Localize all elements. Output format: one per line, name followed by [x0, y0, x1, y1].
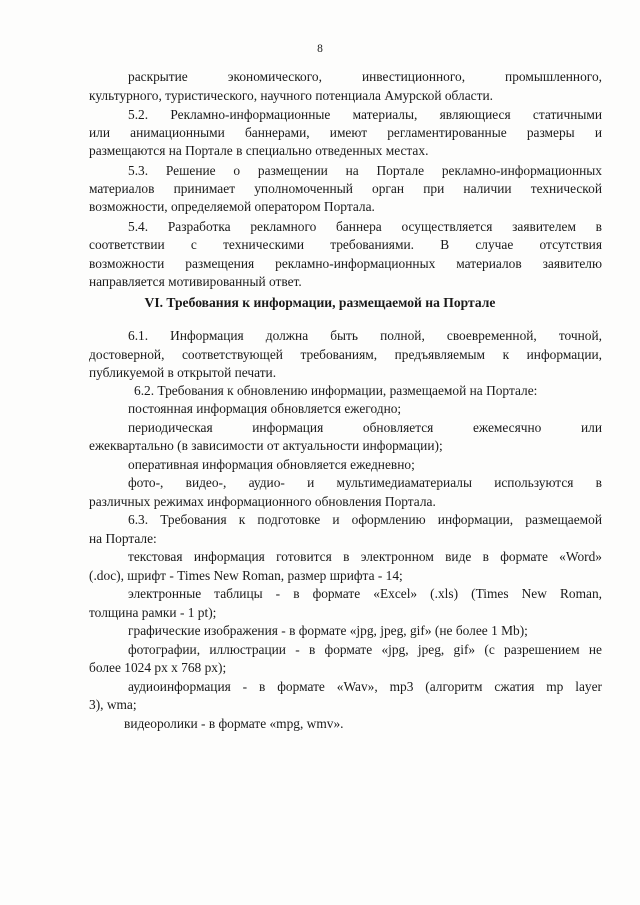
- text-line: направляется мотивированный ответ.: [89, 274, 302, 289]
- text-line: ежеквартально (в зависимости от актуальности информации);: [89, 438, 443, 453]
- text-line: различных режимах информационного обновления Портала.: [89, 494, 436, 509]
- text-line: 5.2. Рекламно-информационные материалы, являющиеся статичными: [128, 107, 602, 122]
- text-line: 5.4. Разработка рекламного баннера осуществляется заявителем в: [128, 219, 602, 234]
- text-line: электронные таблицы - в формате «Excel» (.xls) (Times New Roman,: [128, 586, 602, 601]
- text-line: видеоролики - в формате «mpg, wmv».: [124, 716, 344, 731]
- text-line: раскрытие экономического, инвестиционного, промышленного,: [128, 69, 602, 84]
- page-number: 8: [317, 43, 323, 55]
- text-line: постоянная информация обновляется ежегодно;: [128, 401, 402, 416]
- text-line: аудиоинформация - в формате «Wav», mp3 (алгоритм сжатия mp layer: [128, 679, 602, 694]
- text-line: публикуемой в открытой печати.: [89, 365, 277, 380]
- text-line: 6.2. Требования к обновлению информации, размещаемой на Портале:: [134, 383, 538, 398]
- text-line: или анимационными баннерами, имеют регламентированные размеры и: [89, 125, 602, 140]
- text-line: толщина рамки - 1 pt);: [89, 605, 217, 620]
- text-line: более 1024 px x 768 px);: [89, 660, 227, 675]
- text-line: графические изображения - в формате «jpg, jpeg, gif» (не более 1 Mb);: [128, 623, 528, 638]
- text-line: (.doc), шрифт - Times New Roman, размер шрифта - 14;: [89, 568, 403, 583]
- text-line: фотографии, иллюстрации - в формате «jpg, jpeg, gif» (с разрешением не: [128, 642, 602, 657]
- text-line: достоверной, соответствующей требованиям, предъявляемым к информации,: [89, 347, 602, 362]
- text-line: возможности размещения рекламно-информационных материалов заявителю: [89, 256, 602, 271]
- text-line: 3), wma;: [89, 697, 137, 712]
- text-line: 6.3. Требования к подготовке и оформлению информации, размещаемой: [128, 512, 602, 527]
- section-heading: VI. Требования к информации, размещаемой на Портале: [144, 295, 496, 310]
- text-line: материалов принимает уполномоченный орган при наличии технической: [89, 181, 602, 196]
- text-line: 5.3. Решение о размещении на Портале рекламно-информационных: [128, 163, 602, 178]
- text-line: 6.1. Информация должна быть полной, своевременной, точной,: [128, 328, 602, 343]
- text-line: фото-, видео-, аудио- и мультимедиаматериалы используются в: [128, 475, 602, 490]
- text-line: оперативная информация обновляется ежедневно;: [128, 457, 415, 472]
- text-line: соответствии с техническими требованиями. В случае отсутствия: [89, 237, 602, 252]
- text-line: культурного, туристического, научного потенциала Амурской области.: [89, 88, 493, 103]
- text-line: размещаются на Портале в специально отведенных местах.: [89, 143, 429, 158]
- text-line: периодическая информация обновляется ежемесячно или: [128, 420, 602, 435]
- text-line: возможности, определяемой оператором Портала.: [89, 199, 375, 214]
- text-line: на Портале:: [89, 531, 157, 546]
- text-line: текстовая информация готовится в электронном виде в формате «Word»: [128, 549, 602, 564]
